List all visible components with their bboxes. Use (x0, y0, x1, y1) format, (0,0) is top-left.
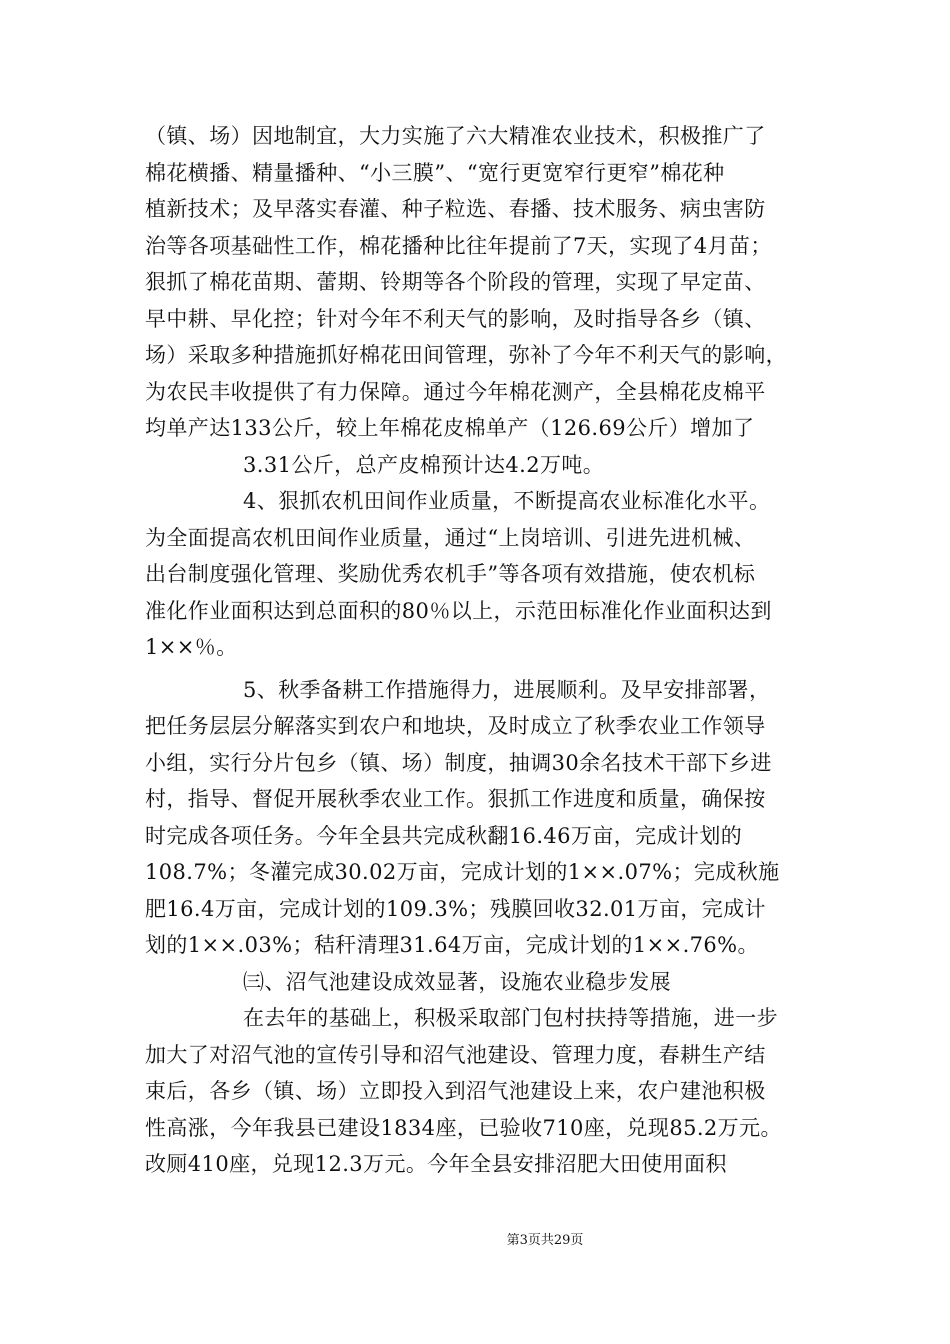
text-line: 把任务层层分解落实到农户和地块，及时成立了秋季农业工作领导 (145, 714, 766, 738)
text-line: 性高涨，今年我县已建设1834座，已验收710座，兑现85.2万元。 (145, 1115, 782, 1140)
text-line: 植新技术；及早落实春灌、种子粒选、春播、技术服务、病虫害防 (145, 197, 766, 221)
page-footer: 第3页共29页 (506, 1233, 584, 1248)
text-line: 在去年的基础上，积极采取部门包村扶持等措施，进一步 (243, 1006, 778, 1030)
text-line: 肥16.4万亩，完成计划的109.3%；残膜回收32.01万亩，完成计 (145, 896, 766, 921)
text-line: 加大了对沼气池的宣传引导和沼气池建设、管理力度，春耕生产结 (145, 1042, 766, 1067)
section-heading-5: 5、秋季备耕工作措施得力，进展顺利。及早安排部署， (243, 677, 771, 702)
text-line: 为全面提高农机田间作业质量，通过“上岗培训、引进先进机械、 (145, 525, 756, 550)
text-line: 束后，各乡（镇、场）立即投入到沼气池建设上来，农户建池积极 (145, 1079, 766, 1103)
text-line: 时完成各项任务。今年全县共完成秋翻16.46万亩，完成计划的 (145, 823, 743, 848)
text-line: 早中耕、早化控；针对今年不利天气的影响，及时指导各乡（镇、 (145, 306, 766, 331)
text-line: 1××％。 (145, 635, 238, 659)
text-line: 治等各项基础性工作，棉花播种比往年提前了7天，实现了4月苗； (145, 233, 772, 258)
text-line: 3.31公斤，总产皮棉预计达4.2万吨。 (243, 452, 605, 477)
text-line: 划的1××.03%；秸秆清理31.64万亩，完成计划的1××.76%。 (145, 933, 759, 957)
text-line: 为农民丰收提供了有力保障。通过今年棉花测产，全县棉花皮棉平 (145, 379, 766, 404)
text-line: 场）采取多种措施抓好棉花田间管理，弥补了今年不利天气的影响， (145, 343, 787, 367)
text-line: 改厕410座，兑现12.3万元。今年全县安排沼肥大田使用面积 (145, 1152, 727, 1176)
text-line: 108.7%；冬灌完成30.02万亩，完成计划的1××.07%；完成秋施 (145, 860, 780, 884)
text-line: 村，指导、督促开展秋季农业工作。狠抓工作进度和质量，确保按 (145, 787, 766, 811)
text-line: （镇、场）因地制宜，大力实施了六大精准农业技术，积极推广了 (145, 124, 766, 148)
body-text (145, 118, 825, 1183)
text-line: 准化作业面积达到总面积的80％以上，示范田标准化作业面积达到 (145, 598, 772, 623)
text-line: 出台制度强化管理、奖励优秀农机手”等各项有效措施，使农机标 (145, 562, 756, 586)
text-line: 均单产达133公斤，较上年棉花皮棉单产（126.69公斤）增加了 (145, 416, 755, 440)
text-line: 棉花横播、精量播种、“小三膜”、“宽行更宽窄行更窄”棉花种 (145, 160, 725, 185)
text-line: 小组，实行分片包乡（镇、场）制度，抽调30余名技术干部下乡进 (145, 750, 772, 775)
section-heading-4: 4、狠抓农机田间作业质量，不断提高农业标准化水平。 (243, 489, 771, 513)
text-line: 狠抓了棉花苗期、蕾期、铃期等各个阶段的管理，实现了早定苗、 (145, 270, 766, 294)
section-heading-3: ㈢、沼气池建设成效显著，设施农业稳步发展 (243, 969, 671, 994)
